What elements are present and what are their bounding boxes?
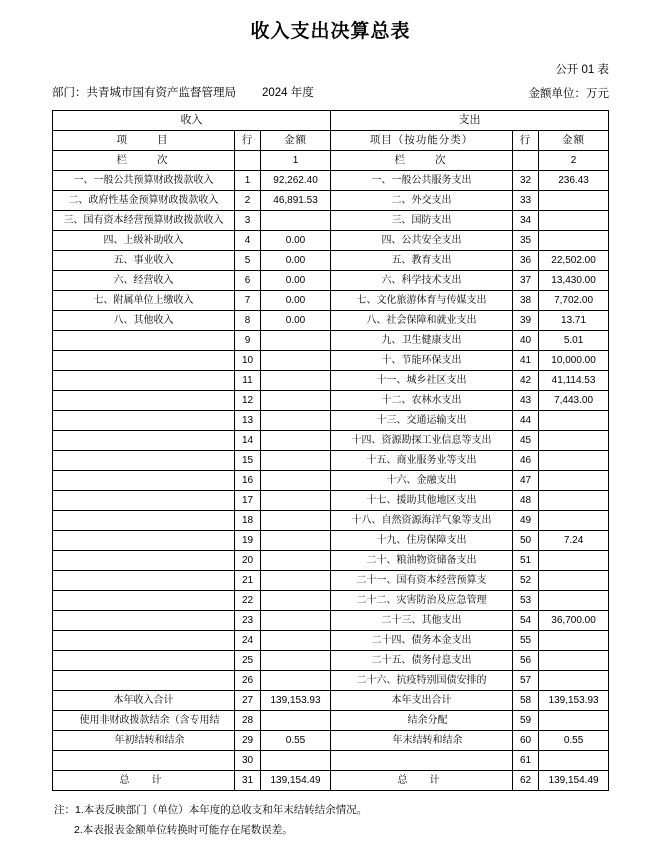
income-row-no: 30 [235, 750, 261, 770]
expense-row-no: 54 [513, 610, 539, 630]
income-item-label: 四、上级补助收入 [53, 230, 235, 250]
income-row-no: 15 [235, 450, 261, 470]
expense-amount [539, 550, 609, 570]
expense-row-no: 55 [513, 630, 539, 650]
income-item-label [53, 650, 235, 670]
income-item-label [53, 630, 235, 650]
expense-row-no: 33 [513, 190, 539, 210]
sub-num-1: 1 [261, 150, 331, 170]
public-number: 公开 01 表 [555, 64, 609, 76]
table-total-row [53, 770, 609, 790]
note-line-1: 注：1.本表反映部门（单位）本年度的总收支和年末结转结余情况。 [54, 803, 368, 816]
expense-row-no: 62 [513, 770, 539, 790]
expense-row-no: 32 [513, 170, 539, 190]
income-amount [261, 330, 331, 350]
expense-row-no: 36 [513, 250, 539, 270]
income-item-label [53, 530, 235, 550]
expense-row-no: 52 [513, 570, 539, 590]
table-row [53, 410, 609, 430]
sub-num-2: 2 [539, 150, 609, 170]
income-amount [261, 410, 331, 430]
income-item-label: 五、事业收入 [53, 250, 235, 270]
income-amount [261, 590, 331, 610]
table-row [53, 190, 609, 210]
table-row [53, 590, 609, 610]
department-line [52, 85, 314, 103]
expense-amount [539, 450, 609, 470]
income-amount [261, 610, 331, 630]
expense-amount [539, 650, 609, 670]
income-row-no: 12 [235, 390, 261, 410]
expense-amount: 13,430.00 [539, 270, 609, 290]
expense-row-no: 59 [513, 710, 539, 730]
income-amount [261, 530, 331, 550]
income-item-label: 使用非财政拨款结余（含专用结 [53, 710, 235, 730]
income-amount: 0.00 [261, 250, 331, 270]
income-amount [261, 750, 331, 770]
income-row-no: 3 [235, 210, 261, 230]
expense-item-label: 二十五、债务付息支出 [331, 650, 513, 670]
expense-amount: 5.01 [539, 330, 609, 350]
table-row [53, 610, 609, 630]
income-row-no: 18 [235, 510, 261, 530]
amount-unit: 金额单位：万元 [528, 88, 609, 100]
income-row-no: 19 [235, 530, 261, 550]
expense-row-no: 41 [513, 350, 539, 370]
income-amount: 0.00 [261, 270, 331, 290]
income-item-label [53, 470, 235, 490]
table-row [53, 310, 609, 330]
col-expense-amount: 金额 [539, 130, 609, 150]
expense-amount: 7,702.00 [539, 290, 609, 310]
table-row [53, 470, 609, 490]
expense-amount [539, 670, 609, 690]
income-row-no: 28 [235, 710, 261, 730]
income-row-no: 17 [235, 490, 261, 510]
income-row-no: 2 [235, 190, 261, 210]
department-name: 部门：共青城市国有资产监督管理局 [52, 87, 236, 99]
expense-row-no: 61 [513, 750, 539, 770]
income-amount [261, 350, 331, 370]
sub-blank-income [235, 150, 261, 170]
income-row-no: 29 [235, 730, 261, 750]
expense-item-label: 二、外交支出 [331, 190, 513, 210]
income-amount [261, 390, 331, 410]
expense-amount [539, 490, 609, 510]
income-amount: 46,891.53 [261, 190, 331, 210]
document-meta [52, 85, 609, 103]
table-row [53, 530, 609, 550]
income-row-no: 21 [235, 570, 261, 590]
expense-row-no: 48 [513, 490, 539, 510]
expense-row-no: 42 [513, 370, 539, 390]
income-row-no: 22 [235, 590, 261, 610]
expense-item-label: 四、公共安全支出 [331, 230, 513, 250]
table-row [53, 290, 609, 310]
expense-item-label: 二十二、灾害防治及应急管理 [331, 590, 513, 610]
income-item-label [53, 430, 235, 450]
income-row-no: 25 [235, 650, 261, 670]
table-row [53, 450, 609, 470]
table-row [53, 570, 609, 590]
table-row [53, 250, 609, 270]
income-row-no: 31 [235, 770, 261, 790]
expense-row-no: 43 [513, 390, 539, 410]
income-row-no: 23 [235, 610, 261, 630]
group-header-expense: 支出 [331, 110, 609, 130]
expense-item-label: 十六、金融支出 [331, 470, 513, 490]
col-income-row: 行 [235, 130, 261, 150]
table-row [53, 330, 609, 350]
income-amount [261, 630, 331, 650]
expense-row-no: 37 [513, 270, 539, 290]
expense-amount [539, 710, 609, 730]
expense-item-label: 三、国防支出 [331, 210, 513, 230]
income-amount [261, 370, 331, 390]
income-item-label [53, 590, 235, 610]
expense-amount [539, 470, 609, 490]
table-row [53, 650, 609, 670]
income-item-label [53, 670, 235, 690]
expense-amount: 236.43 [539, 170, 609, 190]
income-item-label: 总 计 [53, 770, 235, 790]
income-item-label [53, 490, 235, 510]
expense-item-label: 本年支出合计 [331, 690, 513, 710]
expense-row-no: 44 [513, 410, 539, 430]
note-line-2: 2.本表报表金额单位转换时可能存在尾数误差。 [74, 823, 293, 836]
page-title: 收入支出决算总表 [250, 21, 411, 42]
income-amount [261, 470, 331, 490]
expense-amount: 36,700.00 [539, 610, 609, 630]
income-amount: 0.00 [261, 230, 331, 250]
expense-item-label: 十四、资源勘探工业信息等支出 [331, 430, 513, 450]
table-row [53, 670, 609, 690]
income-row-no: 14 [235, 430, 261, 450]
income-amount [261, 430, 331, 450]
expense-amount: 10,000.00 [539, 350, 609, 370]
table-row [53, 370, 609, 390]
expense-amount: 7.24 [539, 530, 609, 550]
table-summary-row [53, 710, 609, 730]
expense-item-label: 十七、援助其他地区支出 [331, 490, 513, 510]
expense-item-label: 十五、商业服务业等支出 [331, 450, 513, 470]
table-row [53, 390, 609, 410]
income-amount [261, 570, 331, 590]
sub-label-income: 栏 次 [53, 150, 235, 170]
table-row [53, 630, 609, 650]
col-income-item: 项 目 [53, 130, 235, 150]
table-summary-row [53, 690, 609, 710]
income-item-label: 三、国有资本经营预算财政拨款收入 [53, 210, 235, 230]
expense-row-no: 47 [513, 470, 539, 490]
table-summary-row [53, 730, 609, 750]
expense-item-label: 五、教育支出 [331, 250, 513, 270]
income-row-no: 4 [235, 230, 261, 250]
expense-item-label: 一、一般公共服务支出 [331, 170, 513, 190]
expense-item-label: 年末结转和结余 [331, 730, 513, 750]
income-row-no: 27 [235, 690, 261, 710]
income-row-no: 20 [235, 550, 261, 570]
group-header-income: 收入 [53, 110, 331, 130]
expense-row-no: 58 [513, 690, 539, 710]
expense-item-label: 十、节能环保支出 [331, 350, 513, 370]
expense-row-no: 34 [513, 210, 539, 230]
expense-amount [539, 590, 609, 610]
income-amount [261, 650, 331, 670]
expense-item-label: 总 计 [331, 770, 513, 790]
income-item-label: 年初结转和结余 [53, 730, 235, 750]
table-row [53, 510, 609, 530]
expense-amount: 139,153.93 [539, 690, 609, 710]
budget-table [52, 110, 609, 791]
table-body [53, 170, 609, 790]
income-item-label [53, 330, 235, 350]
income-amount [261, 490, 331, 510]
table-subheader-row [53, 150, 609, 170]
expense-item-label: 十三、交通运输支出 [331, 410, 513, 430]
income-item-label: 一、一般公共预算财政拨款收入 [53, 170, 235, 190]
expense-item-label: 二十三、其他支出 [331, 610, 513, 630]
income-amount [261, 510, 331, 530]
expense-item-label: 结余分配 [331, 710, 513, 730]
income-item-label: 本年收入合计 [53, 690, 235, 710]
expense-item-label: 七、文化旅游体育与传媒支出 [331, 290, 513, 310]
table-row [53, 350, 609, 370]
expense-item-label: 九、卫生健康支出 [331, 330, 513, 350]
income-item-label: 二、政府性基金预算财政拨款收入 [53, 190, 235, 210]
income-amount: 92,262.40 [261, 170, 331, 190]
expense-item-label: 十九、住房保障支出 [331, 530, 513, 550]
income-row-no: 11 [235, 370, 261, 390]
table-row [53, 550, 609, 570]
income-row-no: 9 [235, 330, 261, 350]
income-item-label: 八、其他收入 [53, 310, 235, 330]
expense-row-no: 53 [513, 590, 539, 610]
income-item-label [53, 370, 235, 390]
expense-amount [539, 570, 609, 590]
sub-blank-expense [513, 150, 539, 170]
expense-item-label: 二十一、国有资本经营预算支 [331, 570, 513, 590]
table-row [53, 430, 609, 450]
income-row-no: 24 [235, 630, 261, 650]
expense-row-no: 50 [513, 530, 539, 550]
fiscal-year: 2024 年度 [262, 87, 314, 99]
expense-item-label: 二十、粮油物资储备支出 [331, 550, 513, 570]
expense-amount [539, 430, 609, 450]
expense-item-label [331, 750, 513, 770]
income-row-no: 1 [235, 170, 261, 190]
expense-amount [539, 750, 609, 770]
expense-amount: 139,154.49 [539, 770, 609, 790]
expense-row-no: 45 [513, 430, 539, 450]
income-item-label: 七、附属单位上缴收入 [53, 290, 235, 310]
income-item-label [53, 750, 235, 770]
expense-amount [539, 410, 609, 430]
income-item-label [53, 390, 235, 410]
income-item-label [53, 350, 235, 370]
income-amount [261, 450, 331, 470]
income-row-no: 8 [235, 310, 261, 330]
table-row [53, 170, 609, 190]
col-expense-item: 项目（按功能分类） [331, 130, 513, 150]
table-row [53, 210, 609, 230]
expense-item-label: 二十四、债务本金支出 [331, 630, 513, 650]
income-item-label [53, 450, 235, 470]
expense-row-no: 56 [513, 650, 539, 670]
expense-amount [539, 630, 609, 650]
income-item-label [53, 550, 235, 570]
income-row-no: 16 [235, 470, 261, 490]
expense-item-label: 二十六、抗疫特别国债安排的 [331, 670, 513, 690]
expense-item-label: 十一、城乡社区支出 [331, 370, 513, 390]
col-income-amount: 金额 [261, 130, 331, 150]
table-group-header-row [53, 110, 609, 130]
expense-amount [539, 230, 609, 250]
expense-amount: 0.55 [539, 730, 609, 750]
expense-row-no: 39 [513, 310, 539, 330]
col-expense-row: 行 [513, 130, 539, 150]
expense-item-label: 六、科学技术支出 [331, 270, 513, 290]
table-column-header-row [53, 130, 609, 150]
expense-row-no: 57 [513, 670, 539, 690]
expense-item-label: 八、社会保障和就业支出 [331, 310, 513, 330]
expense-row-no: 46 [513, 450, 539, 470]
table-row [53, 490, 609, 510]
income-item-label [53, 510, 235, 530]
expense-amount [539, 510, 609, 530]
income-item-label: 六、经营收入 [53, 270, 235, 290]
income-amount [261, 210, 331, 230]
income-amount [261, 550, 331, 570]
sub-label-expense: 栏 次 [331, 150, 513, 170]
expense-row-no: 51 [513, 550, 539, 570]
income-row-no: 5 [235, 250, 261, 270]
income-row-no: 6 [235, 270, 261, 290]
expense-amount [539, 210, 609, 230]
expense-amount: 41,114.53 [539, 370, 609, 390]
table-row [53, 270, 609, 290]
income-item-label [53, 410, 235, 430]
income-amount: 139,154.49 [261, 770, 331, 790]
expense-item-label: 十二、农林水支出 [331, 390, 513, 410]
income-row-no: 26 [235, 670, 261, 690]
expense-amount: 13.71 [539, 310, 609, 330]
income-amount: 0.00 [261, 310, 331, 330]
expense-amount: 7,443.00 [539, 390, 609, 410]
expense-row-no: 60 [513, 730, 539, 750]
table-summary-row [53, 750, 609, 770]
income-amount [261, 710, 331, 730]
income-amount: 0.00 [261, 290, 331, 310]
income-item-label [53, 610, 235, 630]
income-amount: 0.55 [261, 730, 331, 750]
income-amount [261, 670, 331, 690]
income-row-no: 10 [235, 350, 261, 370]
expense-row-no: 35 [513, 230, 539, 250]
expense-amount: 22,502.00 [539, 250, 609, 270]
expense-amount [539, 190, 609, 210]
table-row [53, 230, 609, 250]
income-row-no: 7 [235, 290, 261, 310]
expense-row-no: 49 [513, 510, 539, 530]
expense-row-no: 40 [513, 330, 539, 350]
income-item-label [53, 570, 235, 590]
income-amount: 139,153.93 [261, 690, 331, 710]
expense-row-no: 38 [513, 290, 539, 310]
expense-item-label: 十八、自然资源海洋气象等支出 [331, 510, 513, 530]
income-row-no: 13 [235, 410, 261, 430]
